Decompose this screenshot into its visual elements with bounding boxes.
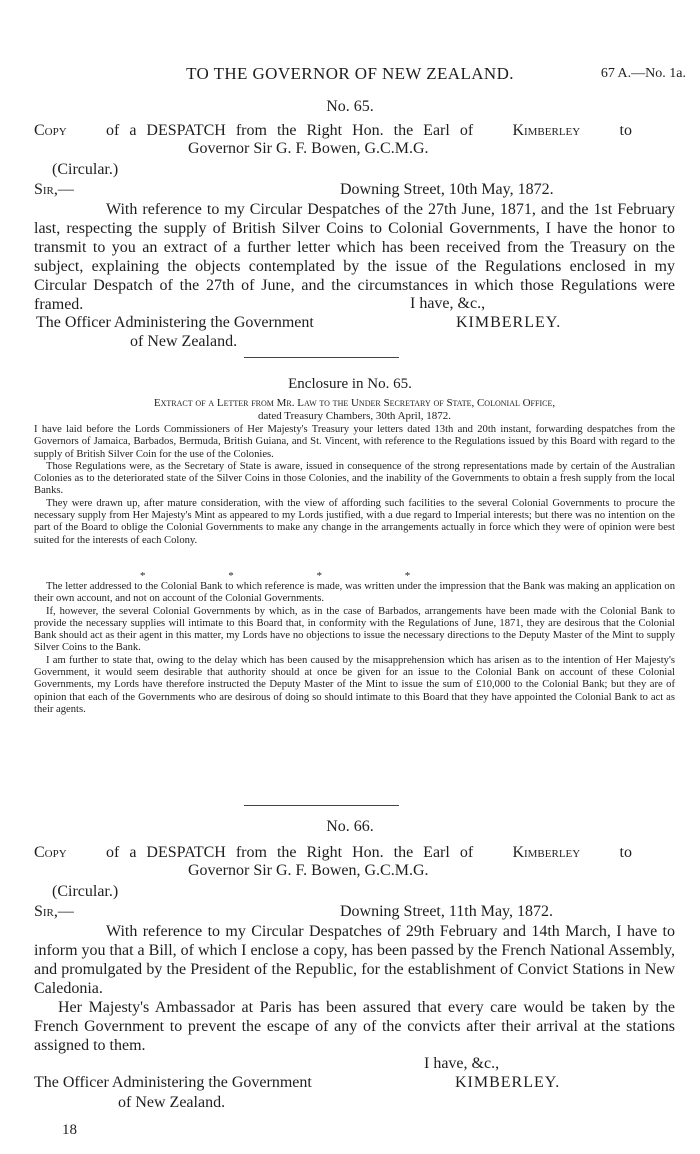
signature: KIMBERLEY.: [455, 1074, 561, 1091]
sender-name: Kimberley: [512, 844, 581, 861]
to-word: to: [619, 844, 632, 861]
salutation: Sir,—: [34, 181, 74, 198]
to-word: to: [619, 122, 632, 139]
enclosure-paragraph: Those Regulations were, as the Secretary of State is aware, issued in consequence of the strong representations made by certain of the Australian Colonies as to the deteriorated state of the Silver Coins in those Colonies, and the inability of the Governments to obtain a fresh supply from the local Banks.: [34, 460, 675, 497]
despatch-number: No. 66.: [326, 818, 374, 835]
enclosure-body-continued: [34, 581, 675, 716]
addressee-line-2: of New Zealand.: [118, 1094, 226, 1111]
enclosure-paragraph: I am further to state that, owing to the delay which has been caused by the misapprehension which has arisen as to the intention of Her Majesty's Government, it would seem desirable that authority should at once be given for an issue to the Colonial Bank on account of these Colonial Governments, my Lords have therefore instructed the Deputy Master of the Mint to issue the sum of £10,000 to the Colonial Bank; but they are of opinion that each of the Governments who are desirous of doing so should intimate to this Board that they have appointed the Colonial Bank to act as their agents.: [34, 654, 675, 715]
omission-stars: * * * *: [140, 570, 411, 582]
addressee-line-1: The Officer Administering the Government: [36, 314, 314, 331]
copy-line: of a DESPATCH from the Right Hon. the Earl of: [105, 844, 474, 861]
running-header-title: TO THE GOVERNOR OF NEW ZEALAND.: [186, 64, 514, 83]
enclosure-body: [34, 424, 675, 547]
page-reference: 67 A.—No. 1a.: [600, 66, 686, 81]
enclosure-paragraph: They were drawn up, after mature consideration, with the view of affording such facilities to the several Colonial Governments to procure the necessary supply from Her Majesty's Mint as appeared to my Lords justified, with a due regard to Imperial interests; but there was no intention on the part of the Board to oblige the Colonial Governments to make any change in the arrangements actually in force which they were of opinion were best suited for the interests of each Colony.: [34, 497, 675, 546]
signature: KIMBERLEY.: [456, 314, 562, 331]
enclosure-title: Enclosure in No. 65.: [288, 376, 412, 392]
section-divider: [244, 805, 399, 806]
extract-line-2: dated Treasury Chambers, 30th April, 1872.: [257, 410, 452, 422]
enclosure-paragraph: The letter addressed to the Colonial Bank to which reference is made, was written under the impression that the Bank was making an application on their own account, and not on account of the Colonial Governments.: [34, 581, 675, 605]
copy-word: Copy: [34, 844, 67, 861]
body-paragraph: With reference to my Circular Despatches of the 27th June, 1871, and the 1st February last, respecting the supply of British Silver Coins to Colonial Governments, I have the honor to transmit to you an extract of a further letter which has been received from the Treasury on the subject, explaining the objects contemplated by the issue of the Regulations enclosed in my Circular Despatch of the 27th of June, and the circumstances in which those Regulations were framed.: [34, 201, 675, 313]
addressee-line-1: The Officer Administering the Government: [34, 1074, 312, 1091]
copy-line: of a DESPATCH from the Right Hon. the Earl of: [105, 122, 474, 139]
despatch-date: Downing Street, 11th May, 1872.: [340, 903, 554, 920]
despatch-heading: [34, 121, 675, 140]
body-paragraph: Her Majesty's Ambassador at Paris has been assured that every care would be taken by the French Government to prevent the escape of any of the convicts after their arrival at the stations assigned to them.: [34, 999, 675, 1054]
page-number: 18: [62, 1122, 77, 1138]
copy-word: Copy: [34, 122, 67, 139]
sender-name: Kimberley: [512, 122, 581, 139]
closing-formula: I have, &c.,: [424, 1055, 500, 1072]
circular-label: (Circular.): [52, 161, 119, 178]
enclosure-paragraph: I have laid before the Lords Commissioners of Her Majesty's Treasury your letters dated 13th and 20th instant, forwarding despatches from the Governors of Jamaica, Barbados, Bermuda, British Guiana, and St. Vincent, with reference to the Regulations issued by this Board with regard to the supply of British Silver Coin for the use of the Colonies.: [34, 424, 675, 460]
enclosure-paragraph: If, however, the several Colonial Governments by which, as in the case of Barbados, arrangements have been made with the Colonial Bank to provide the necessary supplies will intimate to this Board that, in conformity with the Regulations of June, 1871, they are desirous that the Colonial Bank should act as their agent in this matter, my Lords have no objections to issue the necessary directions to the Deputy Master of the Mint to supply Silver Coins to the Bank.: [34, 605, 675, 654]
salutation: Sir,—: [34, 903, 74, 920]
body-paragraph: With reference to my Circular Despatches of 29th February and 14th March, I have to inform you that a Bill, of which I enclose a copy, has been passed by the French National Assembly, and promulgated by the President of the Republic, for the establishment of Convict Stations in New Caledonia.: [34, 923, 675, 997]
governor-line: Governor Sir G. F. Bowen, G.C.M.G.: [188, 140, 429, 157]
despatch-number: No. 65.: [326, 98, 374, 115]
despatch-body: [34, 922, 675, 1055]
extract-line-1: Extract of a Letter from Mr. Law to the Under Secretary of State, Colonial Office,: [153, 397, 556, 409]
closing-formula: I have, &c.,: [410, 295, 486, 312]
despatch-date: Downing Street, 10th May, 1872.: [340, 181, 554, 198]
section-divider: [244, 357, 399, 358]
addressee-line-2: of New Zealand.: [130, 333, 238, 350]
despatch-body: [34, 200, 675, 314]
circular-label: (Circular.): [52, 883, 119, 900]
extract-heading: [34, 397, 675, 423]
governor-line: Governor Sir G. F. Bowen, G.C.M.G.: [188, 862, 429, 879]
despatch-heading: [34, 843, 675, 862]
